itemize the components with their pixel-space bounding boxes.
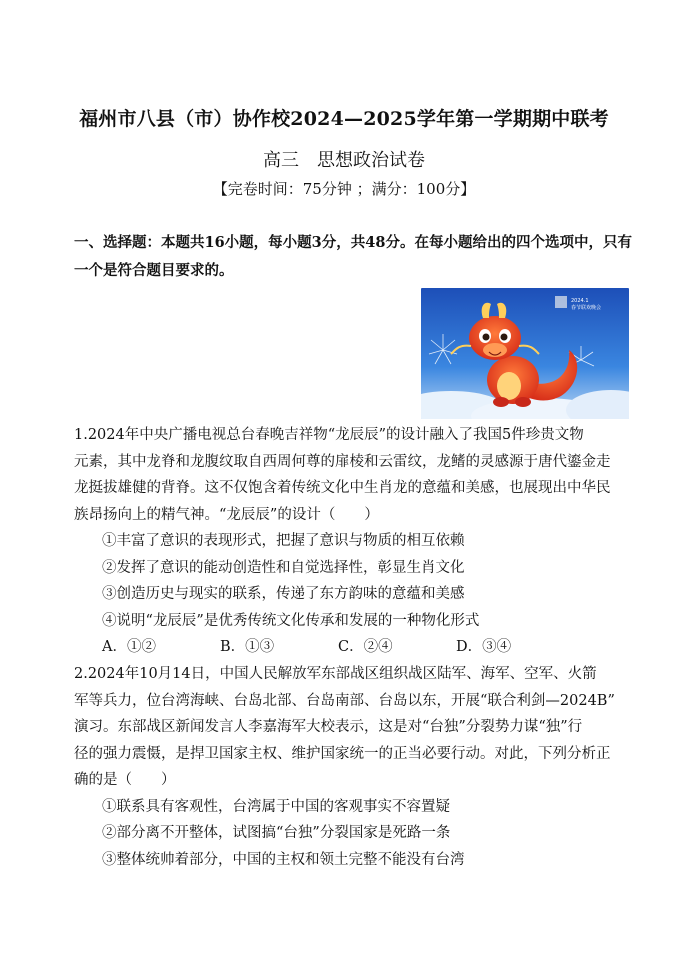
- question-stem-line: 演习。东部战区新闻发言人李嘉海军大校表示，这是对“台独”分裂势力谋“独”行: [74, 719, 583, 735]
- statement-option: ②部分离不开整体，试图搞“台独”分裂国家是死路一条: [102, 825, 451, 841]
- badge-year: 2024.1: [571, 298, 589, 304]
- question-stem-line: 龙挺拔雄健的背脊。这不仅饱含着传统文化中生肖龙的意蕴和美感，也展现出中华民: [74, 480, 611, 496]
- choice-a: A．①②: [102, 639, 156, 655]
- question-stem-line: 2.2024年10月14日，中国人民解放军东部战区组织战区陆军、海军、空军、火箭: [74, 666, 597, 682]
- mascot-dragon-illustration: [421, 288, 629, 419]
- question-1: [74, 422, 638, 661]
- question-2: [74, 661, 638, 873]
- choice-c: C．②④: [338, 639, 393, 655]
- question-stem-line: 径的强力震慑，是捍卫国家主权、维护国家统一的正当必要行动。对此，下列分析正: [74, 745, 611, 762]
- statement-option: ③整体统帅着部分，中国的主权和领土完整不能没有台湾: [102, 851, 465, 868]
- statement-option: ①联系具有客观性，台湾属于中国的客观事实不容置疑: [102, 798, 450, 815]
- logo-icon: [555, 296, 567, 308]
- statement-option: ①丰富了意识的表现形式，把握了意识与物质的相互依赖: [102, 533, 465, 549]
- exam-subtitle: 高三 思想政治试卷: [263, 150, 425, 171]
- question-stem-line: 族昂扬向上的精气神。“龙辰辰”的设计（ ）: [74, 506, 379, 523]
- exam-title: 福州市八县（市）协作校2024—2025学年第一学期期中联考: [79, 108, 609, 130]
- question-stem-line: 元素，其中龙脊和龙腹纹取自西周何尊的扉棱和云雷纹，龙鳍的灵感源于唐代鎏金走: [74, 453, 611, 470]
- choice-d: D．③④: [456, 639, 512, 655]
- statement-option: ③创造历史与现实的联系，传递了东方韵味的意蕴和美感: [102, 586, 465, 602]
- question-stem-line: 军等兵力，位台湾海峡、台岛北部、台岛南部、台岛以东，开展“联合利剑—2024B”: [74, 692, 615, 709]
- badge-subtitle: 春节联欢晚会: [571, 305, 602, 311]
- choice-b: B．①③: [220, 639, 275, 655]
- section-heading: 一、选择题：本题共16小题，每小题3分，共48分。在每小题给出的四个选项中，只有一个是符合题目要求的。: [74, 234, 632, 279]
- statement-option: ②发挥了意识的能动创造性和自觉选择性，彰显生肖文化: [102, 559, 465, 576]
- question-stem-line: 1.2024年中央广播电视总台春晚吉祥物“龙辰辰”的设计融入了我国5件珍贵文物: [74, 427, 584, 443]
- question-stem-line: 确的是（ ）: [74, 772, 176, 788]
- statement-option: ④说明“龙辰辰”是优秀传统文化传承和发展的一种物化形式: [102, 612, 480, 629]
- exam-time-info: 【完卷时间：75分钟 ；满分：100分】: [212, 180, 476, 198]
- answer-choices: [74, 634, 638, 661]
- mascot-image: [421, 288, 629, 419]
